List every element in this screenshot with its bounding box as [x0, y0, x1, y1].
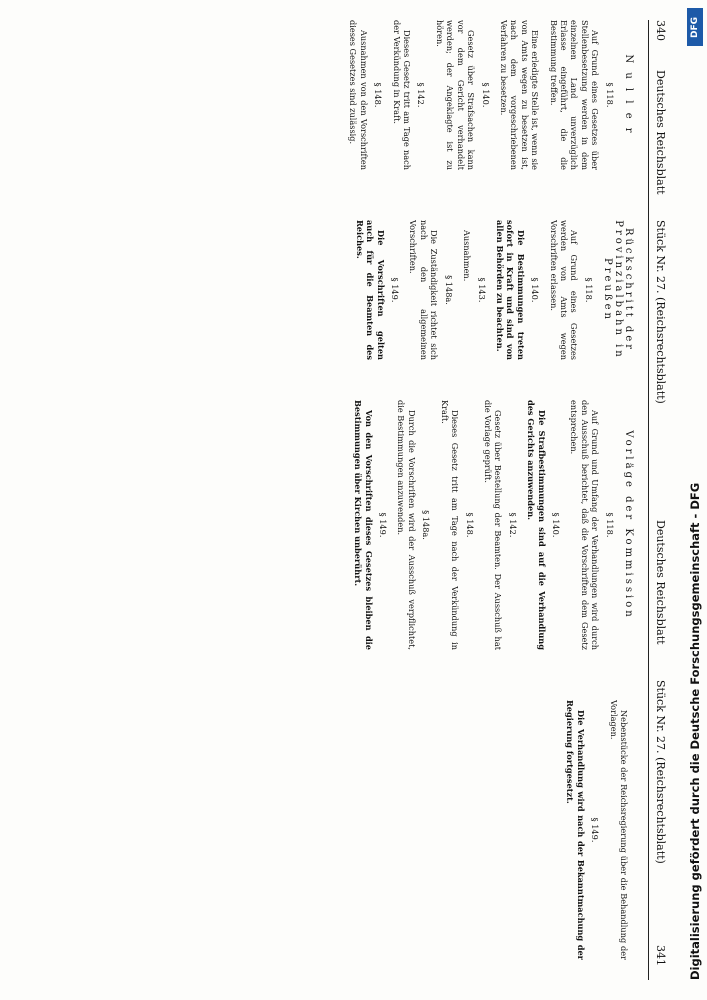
paragraph: Auf Grund und Umfang der Verhandlungen wird durch den Ausschuß berichtet, daß die Vorschriften dem Gesetz entsprechen.	[569, 400, 601, 650]
right-page-number: 341	[654, 945, 667, 966]
section-number: § 148.	[373, 82, 384, 108]
section-number: § 118.	[604, 512, 615, 538]
paragraph: Von den Vorschriften dieses Gesetzes bleiben die Bestimmungen über Kirchen unberührt.	[353, 400, 374, 650]
section-number: § 149.	[378, 512, 389, 538]
paragraph: Auf Grund eines Gesetzes werden von Amts wegen Vorschriften erlassen.	[548, 220, 580, 360]
left-page-number: 340	[654, 20, 667, 41]
paragraph: Eine erledigte Stelle ist, wenn sie von Amts wegen zu besetzen ist, nach dem vorgeschriebenen Verfahren zu besetzen.	[498, 20, 541, 170]
section-number: § 149.	[390, 277, 401, 303]
paragraph: Dieses Gesetz tritt am Tage nach der Verkündung in Kraft.	[391, 20, 413, 170]
right-title: Deutsches Reichsblatt	[654, 520, 667, 645]
dfg-logo-badge: DFG	[687, 8, 703, 46]
left-issue: Stück Nr. 27. (Reichsrechtsblatt)	[654, 220, 667, 404]
dfg-funding-notice: Digitalisierung gefördert durch die Deutsche Forschungsgemeinschaft - DFG	[688, 482, 702, 980]
paragraph: Gesetz über Strafsachen kann vor dem Gericht verhandelt werden; der Angeklagte ist zu hören.	[434, 20, 477, 170]
paragraph: Durch die Vorschriften wird der Ausschuß verpflichtet, die Bestimmungen anzuwenden.	[396, 400, 417, 650]
section-number: § 149.	[590, 817, 601, 843]
paragraph: Dieses Gesetz tritt am Tage nach der Verkündung in Kraft.	[439, 400, 461, 650]
paragraph: Auf Grund eines Gesetzes über Stellenbesetzung werden in dem einzelnen Land unverzüglich Erlasse eingeführt, die die Bestimmung treffen.	[548, 20, 601, 170]
left-title: Deutsches Reichsblatt	[654, 70, 667, 195]
column-heading: N u l l e r	[623, 54, 634, 136]
section-number: § 142.	[416, 82, 427, 108]
text-column-2	[37, 220, 637, 360]
paragraph: Die Verhandlung wird nach der Bekanntmachung der Regierung fortgesetzt.	[565, 700, 586, 960]
right-issue: Stück Nr. 27. (Reichsrechtsblatt)	[654, 680, 667, 864]
section-number: § 118.	[583, 277, 594, 303]
paragraph: Die Zuständigkeit richtet sich nach den allgemeinen Vorschriften.	[408, 220, 440, 360]
section-number: § 143.	[476, 277, 487, 303]
column-heading: Vorläge der Kommission	[623, 430, 634, 620]
section-number: § 140.	[530, 277, 541, 303]
running-header	[649, 20, 671, 980]
paragraph: Die Strafbestimmungen sind auf die Verhandlung des Gerichts anzuwenden.	[526, 400, 547, 650]
paragraph: Ausnahmen.	[462, 230, 473, 282]
header-rule	[648, 20, 649, 980]
text-column-4	[37, 700, 637, 960]
rotated-page-content	[21, 20, 671, 980]
section-number: § 140.	[480, 82, 491, 108]
paragraph: Die Vorschriften gelten auch für die Beamten des Reiches.	[354, 220, 386, 360]
text-column-1	[37, 20, 637, 170]
section-number: § 148a.	[421, 510, 432, 540]
section-number: § 148.	[464, 512, 475, 538]
paragraph: Nebenstücke der Reichsregierung über die Behandlung der Vorlagen.	[608, 700, 629, 960]
paragraph: Gesetz über Bestellung der Beamten. Der Ausschuß hat die Vorlage geprüft.	[482, 400, 504, 650]
paragraph: Ausnahmen von den Vorschriften dieses Gesetzes sind zulässig.	[348, 20, 369, 170]
section-number: § 148a.	[443, 275, 454, 305]
section-number: § 118.	[604, 82, 615, 108]
column-heading: Rückschritt der Provinzialbahn in Preußen	[602, 220, 634, 360]
paragraph: Die Bestimmungen treten sofort in Kraft und sind von allen Behörden zu beachten.	[494, 220, 526, 360]
dfg-sidebar	[683, 0, 707, 1000]
section-number: § 140.	[550, 512, 561, 538]
section-number: § 142.	[507, 512, 518, 538]
text-column-3	[37, 400, 637, 650]
